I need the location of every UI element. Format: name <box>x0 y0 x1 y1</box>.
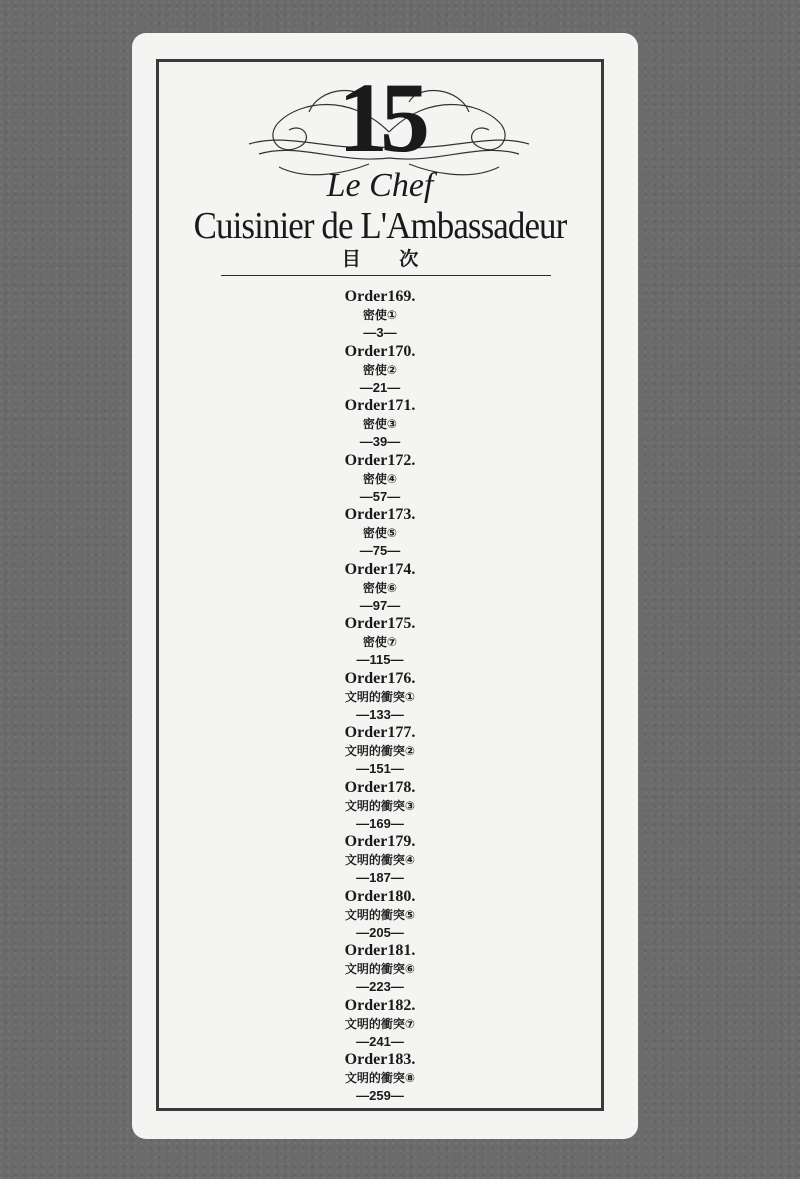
toc-title: 文明的衝突⑥ <box>344 962 416 976</box>
page-panel <box>132 33 638 1139</box>
toc-order: Order171. <box>344 397 416 414</box>
toc-page: —133— <box>356 706 404 722</box>
toc-entry <box>159 1051 601 1106</box>
toc-entry <box>159 288 601 343</box>
divider <box>221 275 551 276</box>
toc-title: 密使① <box>362 308 398 322</box>
book-title-line2: Cuisinier de L'Ambassadeur <box>193 205 567 247</box>
toc-page: —75— <box>359 543 401 558</box>
page-frame <box>156 59 604 1111</box>
toc-title: 密使② <box>362 362 398 377</box>
toc-entry <box>159 833 601 888</box>
book-title-line1: Le Chef <box>326 167 434 204</box>
toc-page: —39— <box>359 434 401 449</box>
toc-title: 密使⑤ <box>362 526 398 540</box>
toc-entry <box>159 670 601 725</box>
toc-title: 文明的衝突④ <box>344 853 416 867</box>
toc-title: 密使③ <box>362 417 398 431</box>
toc-entry <box>159 561 601 616</box>
volume-number: 15 <box>338 62 422 173</box>
toc-title: 文明的衝突⑧ <box>344 1071 416 1085</box>
toc-order: Order178. <box>344 778 416 796</box>
toc-entry <box>159 779 601 834</box>
toc-entry <box>159 506 601 561</box>
toc-page: —3— <box>363 325 397 340</box>
table-of-contents <box>159 288 601 1106</box>
toc-entry <box>159 615 601 670</box>
toc-title: 文明的衝突⑤ <box>344 907 416 922</box>
toc-order: Order170. <box>344 342 416 360</box>
toc-page: —169— <box>356 815 404 831</box>
toc-title: 文明的衝突① <box>344 689 416 704</box>
toc-entry <box>159 452 601 507</box>
toc-page: —187— <box>356 870 404 885</box>
toc-page: —223— <box>356 979 404 994</box>
toc-order: Order177. <box>344 724 416 741</box>
toc-order: Order182. <box>344 996 416 1014</box>
toc-title: 密使④ <box>362 471 398 486</box>
toc-order: Order176. <box>344 669 416 687</box>
toc-title: 密使⑦ <box>362 635 398 649</box>
toc-title: 密使⑥ <box>362 580 398 595</box>
toc-page: —259— <box>356 1088 404 1103</box>
toc-entry <box>159 942 601 997</box>
toc-order: Order179. <box>344 833 416 850</box>
toc-entry <box>159 997 601 1052</box>
toc-page: —21— <box>359 379 401 395</box>
toc-order: Order175. <box>344 615 416 632</box>
toc-order: Order183. <box>344 1051 416 1068</box>
toc-order: Order172. <box>344 451 416 469</box>
toc-order: Order169. <box>344 288 416 305</box>
toc-order: Order174. <box>344 560 416 578</box>
toc-page: —57— <box>359 488 401 504</box>
toc-order: Order173. <box>344 506 416 523</box>
toc-page: —97— <box>359 597 401 613</box>
toc-order: Order181. <box>344 942 416 959</box>
toc-entry <box>159 343 601 398</box>
toc-heading: 目 次 <box>341 248 435 270</box>
toc-title: 文明的衝突② <box>344 744 416 758</box>
toc-page: —151— <box>356 761 404 776</box>
toc-page: —205— <box>356 924 404 940</box>
toc-title: 文明的衝突⑦ <box>344 1016 416 1031</box>
toc-entry <box>159 397 601 452</box>
toc-title: 文明的衝突③ <box>344 798 416 813</box>
toc-entry <box>159 888 601 943</box>
toc-entry <box>159 724 601 779</box>
toc-page: —115— <box>356 652 404 667</box>
toc-order: Order180. <box>344 887 416 905</box>
toc-page: —241— <box>356 1033 404 1049</box>
